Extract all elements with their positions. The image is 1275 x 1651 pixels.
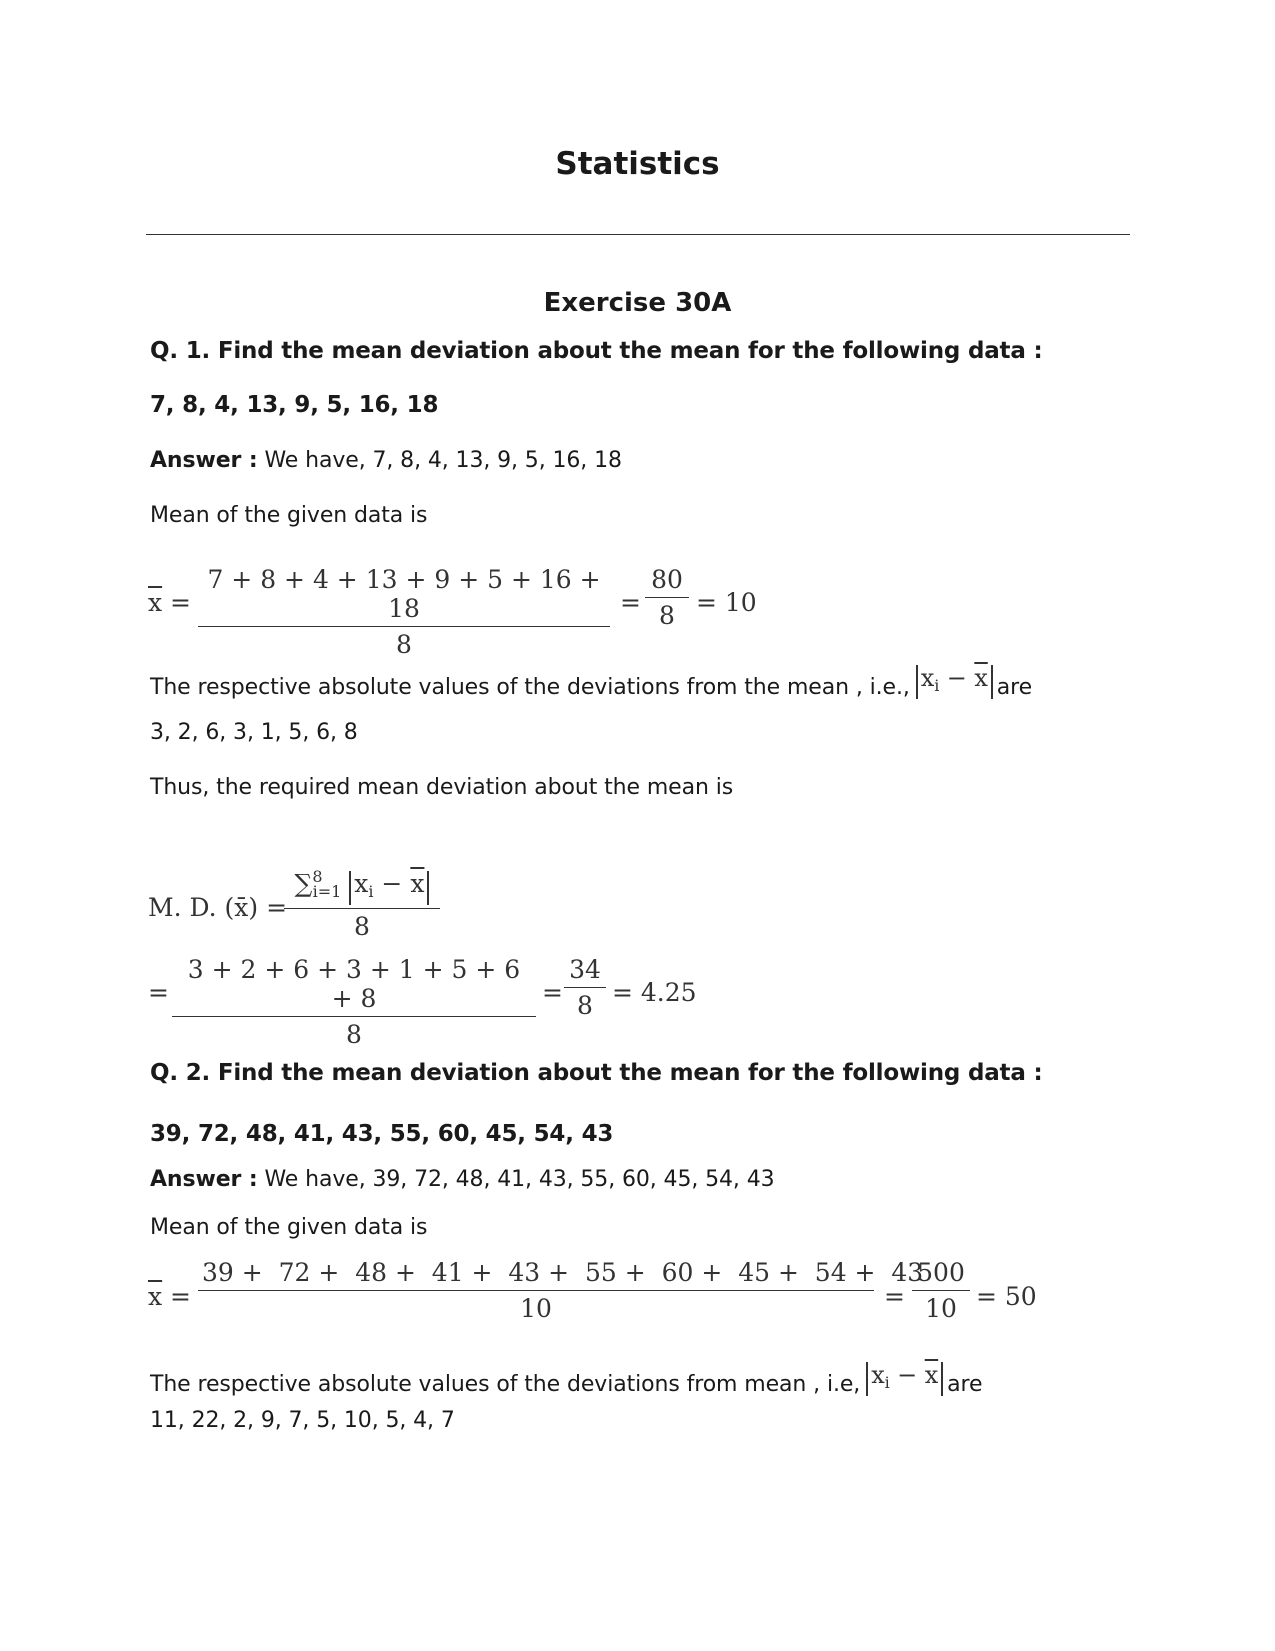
q2-xbar-eq: $\overline{x}$ = [148, 1282, 192, 1311]
q2-deviation-intro: The respective absolute values of the deviations from mean , i.e, $x_i - \overline{x}$ are [150, 1361, 983, 1397]
q1-md-result: = 4.25 [612, 978, 697, 1007]
q1-answer-label: Answer : [150, 448, 258, 473]
q2-deviations: 11, 22, 2, 9, 7, 5, 10, 5, 4, 7 [150, 1408, 455, 1433]
q1-answer-text: We have, 7, 8, 4, 13, 9, 5, 16, 18 [257, 448, 622, 473]
q1-mean-result-fraction: 80 8 [645, 565, 689, 630]
q1-mean-numerator: 7 + 8 + 4 + 13 + 9 + 5 + 16 + 18 [207, 565, 601, 623]
q1-question: Q. 1. Find the mean deviation about the mean for the following data : [150, 338, 1043, 364]
q1-mean-denominator: 8 [396, 630, 412, 659]
q1-data: 7, 8, 4, 13, 9, 5, 16, 18 [150, 392, 439, 418]
q2-answer-label: Answer : [150, 1167, 258, 1192]
q1-mean-result: = 10 [696, 588, 757, 617]
q1-md-intro: Thus, the required mean deviation about the mean is [150, 775, 734, 800]
q2-data: 39, 72, 48, 41, 43, 55, 60, 45, 54, 43 [150, 1121, 614, 1147]
q2-mean-result: = 50 [976, 1282, 1037, 1311]
q2-mean-denominator: 10 [520, 1294, 552, 1323]
q1-mean-intro: Mean of the given data is [150, 503, 428, 528]
document-page: Statistics Exercise 30A Q. 1. Find the mean deviation about the mean for the following data : 7, 8, 4, 13, 9, 5, 16, 18 Answer : We have, 7, 8, 4, 13, 9, 5, 16, 18 Mean of the given data is $\overline{x}$ = 7 + 8 + 4 + 13 + 9 + 5 + 16 + 18 8 = 80 8 = 10 The respective absolute values of the deviations from the mean , i.e., $x_i - \overline{x}$ are 3, 2, 6, 3, 1, 5, 6, 8 Thus, the required mean deviation about the mean is M. D. (x̄) = ∑$^8_{i=1}$ $x_i - \overline{x}$ 8 = 3 + 2 + 6 + 3 + 1 + 5 + 6 + 8 8 = 34 8 = 4.25 Q. 2. Find the mean deviation about the mean for the following data : 39, 72, 48, 41, 43, 55, 60, 45, 54, 43 Answer : We have, 39, 72, 48, 41, 43, 55, 60, 45, 54, 43 Mean of the given data is $\overline{x}$ = 39 + 72 + 48 + 41 + 43 + 55 + 60 + 45 + 54 + 43 10 = 500 10 = 50 The respective absolute values of the deviations from mean , i.e, $x_i - \overline{x}$ are 11, 22, 2, 9, 7, 5, 10, 5, 4, 7 [0, 0, 1275, 1651]
q1-deviation-intro: The respective absolute values of the deviations from the mean , i.e., $x_i - \overline{x}$ are [150, 664, 1033, 700]
exercise-title: Exercise 30A [543, 288, 732, 318]
q1-answer [150, 448, 622, 473]
q1-xbar-eq: $\overline{x}$ = [148, 588, 192, 617]
q2-mean-numerator: 39 + 72 + 48 + 41 + 43 + 55 + 60 + 45 + 54 + 43 [202, 1258, 924, 1287]
q2-mean-intro: Mean of the given data is [150, 1215, 428, 1240]
q1-md-fraction: ∑$^8_{i=1}$ $x_i - \overline{x}$ 8 [284, 867, 440, 941]
page-title: Statistics [555, 146, 720, 182]
q2-answer [150, 1167, 775, 1192]
q2-answer-text: We have, 39, 72, 48, 41, 43, 55, 60, 45, 54, 43 [257, 1167, 775, 1192]
q1-md-lhs: M. D. (x̄) = [148, 893, 288, 922]
q1-md-sum-fraction: 3 + 2 + 6 + 3 + 1 + 5 + 6 + 8 8 [172, 955, 536, 1049]
title-divider [146, 234, 1130, 235]
q1-mean-fraction [198, 565, 610, 659]
q2-mean-fraction [198, 1258, 924, 1323]
q2-mean-result-fraction: 500 10 [912, 1258, 970, 1323]
q1-deviations: 3, 2, 6, 3, 1, 5, 6, 8 [150, 720, 358, 745]
q2-question: Q. 2. Find the mean deviation about the mean for the following data : [150, 1060, 1043, 1086]
q1-md-result-fraction: 34 8 [564, 955, 606, 1020]
